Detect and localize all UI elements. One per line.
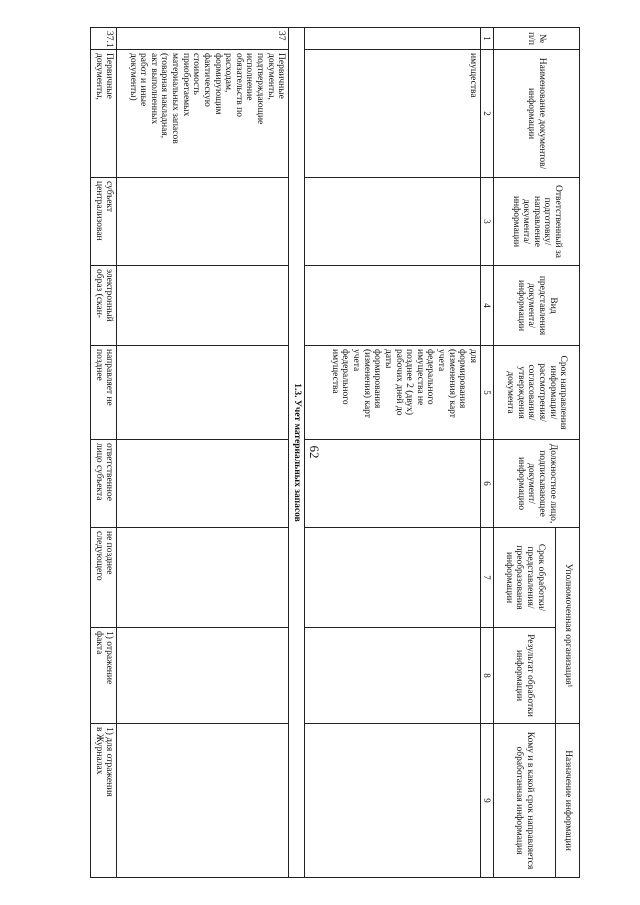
table-cell bbox=[117, 346, 289, 440]
table-row bbox=[91, 28, 117, 878]
page-number: 62 bbox=[307, 445, 322, 459]
header-org-deadline: Срок обработки/ представления/ преобразования информации bbox=[494, 528, 556, 628]
table-row bbox=[117, 28, 289, 878]
header-purpose-sub: Кому и в какой срок направляется обработанная информация bbox=[494, 724, 556, 878]
row-org-deadline: не позднее следующего bbox=[91, 528, 117, 628]
col-number: 3 bbox=[480, 178, 493, 266]
row-org-result: 1) отражение факта bbox=[91, 628, 117, 724]
col-number: 5 bbox=[480, 346, 493, 440]
header-responsible: Ответственный за подготовку/ направление документа/ информации bbox=[494, 178, 580, 266]
table-cell bbox=[117, 528, 289, 628]
row-num: 37 bbox=[117, 28, 289, 50]
row-doc-name: Первичные документы, подтверждающие исполнение обязательств по расходам, формирующим фактическую стоимость приобретаемых материальных запасов (товарная накладная, акт выполненных работ и иные документы) bbox=[117, 50, 289, 178]
rotated-page-content bbox=[60, 27, 580, 877]
table-cell bbox=[304, 178, 480, 266]
row-responsible: субъект централизован bbox=[91, 178, 117, 266]
row-doc-name: Первичные документы, bbox=[91, 50, 117, 178]
col-number: 9 bbox=[480, 724, 493, 878]
header-num: № п/п bbox=[494, 28, 580, 50]
header-purpose: Назначение информации bbox=[556, 724, 580, 878]
table-cell: имущества bbox=[304, 50, 480, 178]
table-cell bbox=[117, 724, 289, 878]
row-num: 37.1 bbox=[91, 28, 117, 50]
table-cell bbox=[304, 628, 480, 724]
document-table bbox=[90, 27, 580, 878]
table-cell bbox=[117, 266, 289, 346]
table-cell bbox=[304, 724, 480, 878]
header-org-group: Уполномоченная организация¹ bbox=[556, 528, 580, 724]
section-title: 1.3. Учет материальных запасов bbox=[289, 28, 305, 878]
row-official: ответственное лицо субъекта bbox=[91, 440, 117, 528]
col-number: 7 bbox=[480, 528, 493, 628]
table-cell bbox=[304, 28, 480, 50]
header-kind: Вид представления документа/ информации bbox=[494, 266, 580, 346]
row-kind: электронный образ (скан- bbox=[91, 266, 117, 346]
header-deadline: Срок направления информации/ рассмотрения/ согласования/ утверждения документа bbox=[494, 346, 580, 440]
col-number: 1 bbox=[480, 28, 493, 50]
row-purpose: 1) для отражения в Журналах bbox=[91, 724, 117, 878]
table-cell bbox=[117, 440, 289, 528]
col-number: 6 bbox=[480, 440, 493, 528]
header-official: Должностное лицо, подписывающее документ/ информацию bbox=[494, 440, 580, 528]
table-cell: для формирования (изменения) карт учета федерального имущества не позднее 2 (двух) рабочих дней до даты формирования (изменения) карт учета федерального имущества bbox=[304, 346, 480, 440]
table-cell bbox=[117, 178, 289, 266]
col-number: 4 bbox=[480, 266, 493, 346]
table-cell bbox=[304, 266, 480, 346]
table-cell bbox=[117, 628, 289, 724]
table-cell bbox=[304, 528, 480, 628]
row-deadline: направляет не позднее bbox=[91, 346, 117, 440]
col-number: 2 bbox=[480, 50, 493, 178]
col-number: 8 bbox=[480, 628, 493, 724]
header-org-result: Результат обработки информации bbox=[494, 628, 556, 724]
table-cell bbox=[304, 440, 480, 528]
header-doc-name: Наименование документов/ информации bbox=[494, 50, 580, 178]
